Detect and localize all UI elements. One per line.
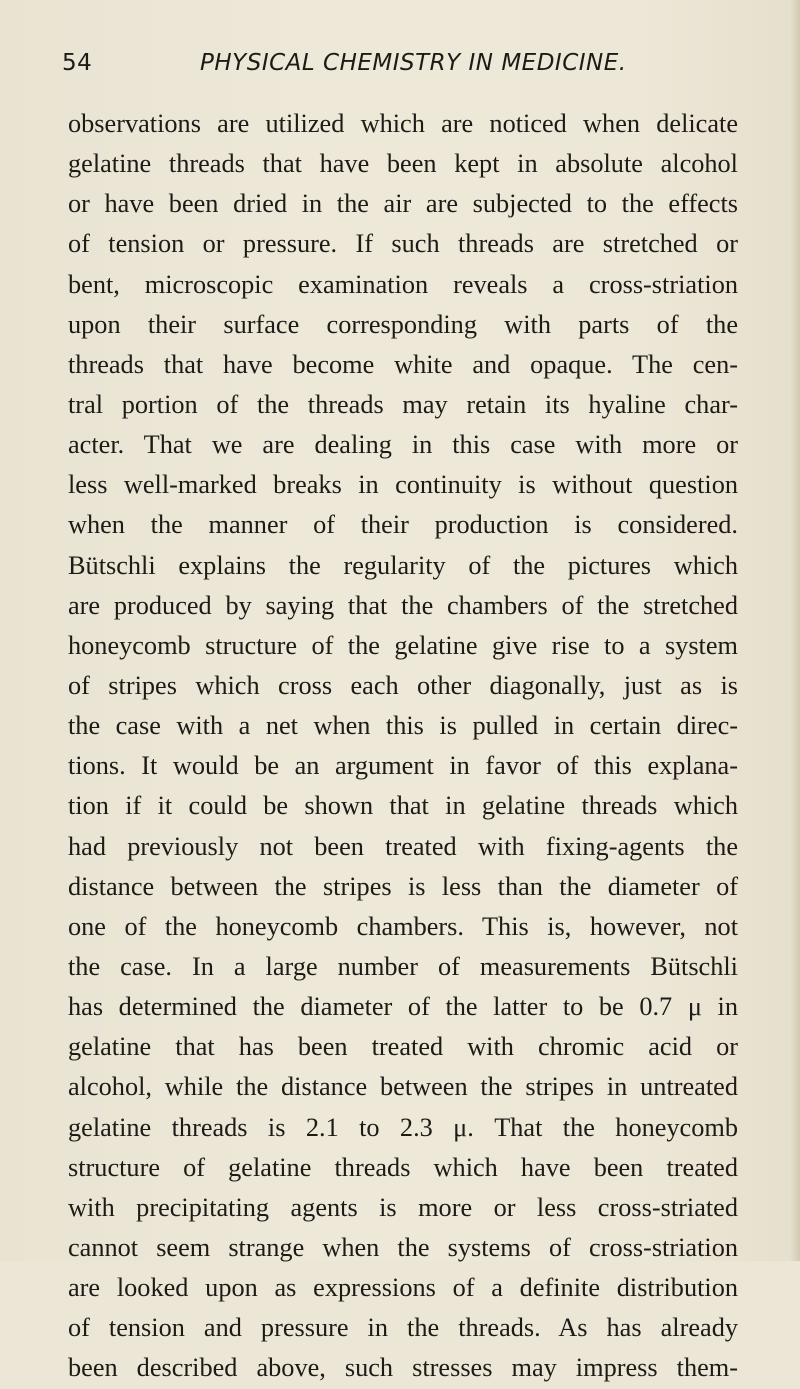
text-line: are produced by saying that the chambers of the stretched: [68, 590, 738, 620]
text-line: of tension or pressure. If such threads are stretched or: [68, 229, 738, 259]
text-line: the case with a net when this is pulled in certain direc-: [68, 711, 738, 741]
text-line: Bütschli explains the regularity of the pictures which: [68, 550, 738, 580]
text-line: gelatine threads is 2.1 to 2.3 μ. That the honeycomb: [68, 1112, 738, 1142]
text-line: has determined the diameter of the latter to be 0.7 μ in: [68, 992, 738, 1022]
text-line: cannot seem strange when the systems of cross-striation: [68, 1232, 738, 1262]
text-line: are looked upon as expressions of a definite distribution: [68, 1273, 738, 1303]
text-line: tion if it could be shown that in gelatine threads which: [68, 791, 738, 821]
page-number: 54: [62, 50, 93, 76]
text-line: the case. In a large number of measurements Bütschli: [68, 951, 738, 981]
text-line: or have been dried in the air are subjected to the effects: [68, 189, 738, 219]
text-line: honeycomb structure of the gelatine give rise to a system: [68, 630, 738, 660]
text-line: structure of gelatine threads which have been treated: [68, 1152, 738, 1182]
text-line: gelatine that has been treated with chromic acid or: [68, 1032, 738, 1062]
body-text: [68, 104, 738, 1389]
text-line: less well-marked breaks in continuity is without question: [68, 470, 738, 500]
text-line: with precipitating agents is more or less cross-striated: [68, 1192, 738, 1222]
text-line: acter. That we are dealing in this case with more or: [68, 430, 738, 460]
text-line: bent, microscopic examination reveals a cross-striation: [68, 269, 738, 299]
text-line: been described above, such stresses may impress them-: [68, 1353, 738, 1383]
page-edge-shadow: [790, 0, 800, 1261]
text-line: observations are utilized which are noticed when delicate: [68, 109, 738, 138]
text-line: tions. It would be an argument in favor of this explana-: [68, 751, 738, 781]
text-line: of stripes which cross each other diagonally, just as is: [68, 670, 738, 700]
page-header: [62, 50, 742, 86]
text-line: of tension and pressure in the threads. As has already: [68, 1313, 738, 1343]
running-head: PHYSICAL CHEMISTRY IN MEDICINE.: [200, 50, 627, 76]
text-line: tral portion of the threads may retain its hyaline char-: [68, 389, 738, 419]
text-line: when the manner of their production is considered.: [68, 510, 738, 540]
text-line: distance between the stripes is less than the diameter of: [68, 871, 738, 901]
text-line: alcohol, while the distance between the stripes in untreated: [68, 1072, 738, 1102]
text-line: upon their surface corresponding with parts of the: [68, 309, 738, 339]
text-line: gelatine threads that have been kept in absolute alcohol: [68, 149, 738, 179]
text-line: had previously not been treated with fixing-agents the: [68, 831, 738, 861]
text-line: one of the honeycomb chambers. This is, however, not: [68, 911, 738, 941]
text-line: threads that have become white and opaque. The cen-: [68, 349, 738, 379]
